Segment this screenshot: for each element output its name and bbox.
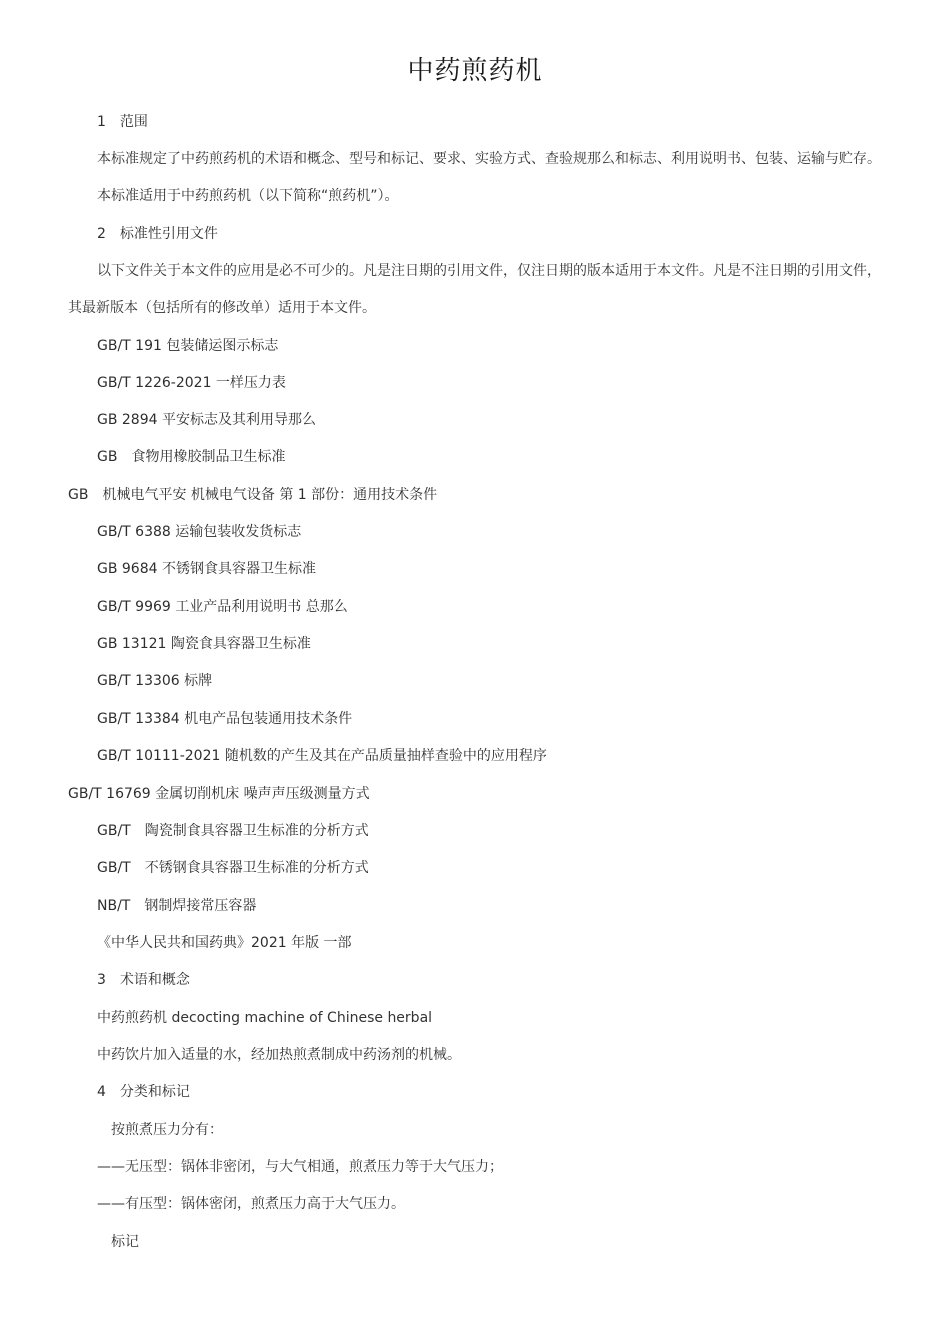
subheading-marking: 标记: [111, 1234, 139, 1250]
reference-item: GB/T 10111-2021 随机数的产生及其在产品质量抽样查验中的应用程序: [97, 748, 547, 764]
paragraph-scope-applicability: 本标准适用于中药煎药机（以下简称“煎药机”）。: [97, 188, 399, 204]
reference-item: GB/T 不锈钢食具容器卫生标准的分析方式: [97, 860, 369, 876]
paragraph-references-intro: 以下文件关于本文件的应用是必不可少的。凡是注日期的引用文件，仅注日期的版本适用于本文件。凡是不注日期的引用文件，: [97, 263, 881, 279]
reference-item: GB 机械电气平安 机械电气设备 第 1 部份：通用技术条件: [68, 487, 438, 503]
classification-item: ——有压型：锅体密闭，煎煮压力高于大气压力。: [97, 1196, 405, 1212]
reference-item: GB/T 16769 金属切削机床 噪声声压级测量方式: [68, 786, 370, 802]
reference-item: GB/T 13384 机电产品包装通用技术条件: [97, 711, 353, 727]
classification-intro: 按煎煮压力分有：: [111, 1122, 223, 1138]
term-definition: 中药饮片加入适量的水，经加热煎煮制成中药汤剂的机械。: [97, 1047, 461, 1063]
reference-item: GB/T 13306 标牌: [97, 673, 213, 689]
reference-item: GB 2894 平安标志及其利用导那么: [97, 412, 316, 428]
reference-item: GB/T 6388 运输包装收发货标志: [97, 524, 302, 540]
reference-item: GB 食物用橡胶制品卫生标准: [97, 449, 286, 465]
reference-item: NB/T 钢制焊接常压容器: [97, 898, 257, 914]
reference-item: GB 13121 陶瓷食具容器卫生标准: [97, 636, 311, 652]
section-heading-scope: 1 范围: [97, 114, 148, 130]
document-title: 中药煎药机: [407, 56, 543, 86]
reference-item: GB/T 9969 工业产品利用说明书 总那么: [97, 599, 348, 615]
section-heading-normative-references: 2 标准性引用文件: [97, 226, 218, 242]
section-heading-classification: 4 分类和标记: [97, 1084, 190, 1100]
paragraph-scope-definition: 本标准规定了中药煎药机的术语和概念、型号和标记、要求、实验方式、查验规那么和标志、利用说明书、包装、运输与贮存。: [97, 151, 881, 167]
reference-item: GB 9684 不锈钢食具容器卫生标准: [97, 561, 316, 577]
reference-item: 《中华人民共和国药典》2021 年版 一部: [97, 935, 352, 951]
reference-item: GB/T 陶瓷制食具容器卫生标准的分析方式: [97, 823, 369, 839]
reference-item: GB/T 1226-2021 一样压力表: [97, 375, 286, 391]
classification-item: ——无压型：锅体非密闭，与大气相通，煎煮压力等于大气压力；: [97, 1159, 503, 1175]
section-heading-terms: 3 术语和概念: [97, 972, 190, 988]
reference-item: GB/T 191 包装储运图示标志: [97, 338, 279, 354]
term-name: 中药煎药机 decocting machine of Chinese herbal: [97, 1010, 433, 1026]
paragraph-references-intro-cont: 其最新版本（包括所有的修改单）适用于本文件。: [68, 300, 376, 316]
